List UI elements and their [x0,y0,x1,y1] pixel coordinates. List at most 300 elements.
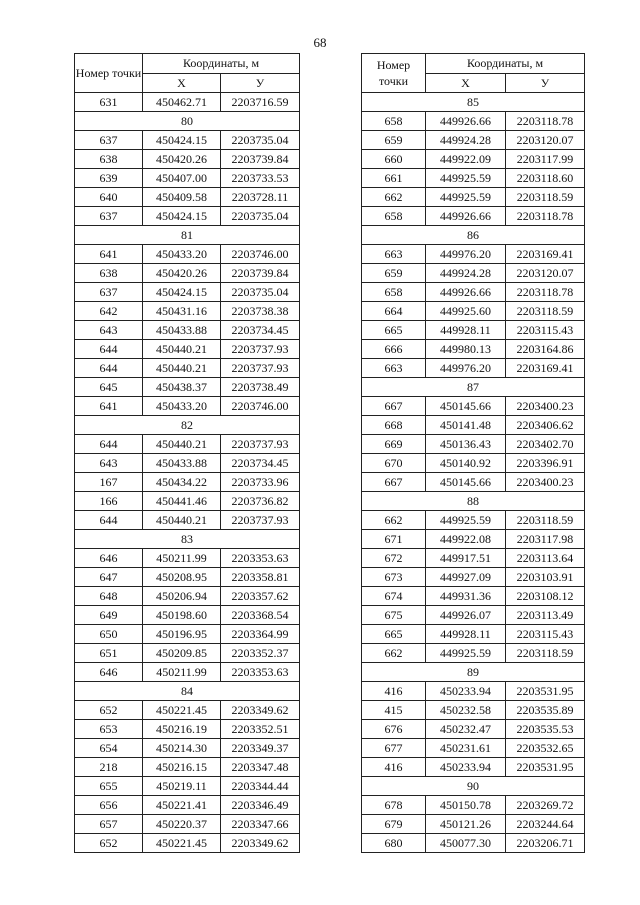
y-coordinate-cell: 2203531.95 [506,758,585,777]
y-coordinate-cell: 2203269.72 [506,796,585,815]
y-coordinate-cell: 2203164.86 [506,340,585,359]
x-coordinate-cell: 450214.30 [143,739,221,758]
table-row [75,815,300,834]
point-number-cell: 641 [75,397,143,416]
y-coordinate-cell: 2203118.59 [506,644,585,663]
table-row [75,492,300,511]
y-coordinate-cell: 2203349.62 [221,834,300,853]
point-number-cell: 668 [362,416,426,435]
x-coordinate-cell: 449924.28 [426,131,506,150]
x-coordinate-cell: 450233.94 [426,682,506,701]
table-body [75,93,300,853]
y-coordinate-cell: 2203737.93 [221,359,300,378]
point-number-cell: 661 [362,169,426,188]
point-number-cell: 660 [362,150,426,169]
x-header: Х [143,73,221,93]
x-coordinate-cell: 450433.88 [143,454,221,473]
y-coordinate-cell: 2203118.78 [506,207,585,226]
table-row [362,587,585,606]
section-label: 84 [75,682,300,701]
table-row [75,283,300,302]
section-label: 82 [75,416,300,435]
y-coordinate-cell: 2203118.59 [506,188,585,207]
x-coordinate-cell: 449926.66 [426,207,506,226]
y-coordinate-cell: 2203349.62 [221,701,300,720]
x-coordinate-cell: 449925.60 [426,302,506,321]
table-row [75,169,300,188]
table-row [75,701,300,720]
y-coordinate-cell: 2203169.41 [506,359,585,378]
y-coordinate-cell: 2203738.38 [221,302,300,321]
table-row [362,340,585,359]
y-header: У [221,73,300,93]
table-row [362,169,585,188]
y-coordinate-cell: 2203400.23 [506,473,585,492]
table-row [362,397,585,416]
table-row [362,435,585,454]
x-coordinate-cell: 450077.30 [426,834,506,853]
table-row [362,416,585,435]
y-coordinate-cell: 2203113.64 [506,549,585,568]
y-coordinate-cell: 2203735.04 [221,207,300,226]
point-number-cell: 672 [362,549,426,568]
x-coordinate-cell: 450462.71 [143,93,221,112]
y-coordinate-cell: 2203118.60 [506,169,585,188]
y-coordinate-cell: 2203737.93 [221,435,300,454]
table-row [362,473,585,492]
point-number-cell: 638 [75,264,143,283]
table-row [75,340,300,359]
table-row [75,777,300,796]
table-row [362,720,585,739]
coordinates-table-right [361,53,585,853]
table-row [362,188,585,207]
x-coordinate-cell: 450438.37 [143,378,221,397]
point-number-cell: 646 [75,549,143,568]
point-number-cell: 662 [362,188,426,207]
table-row [75,188,300,207]
x-coordinate-cell: 450211.99 [143,663,221,682]
table-row [75,644,300,663]
y-coordinate-cell: 2203733.53 [221,169,300,188]
point-number-cell: 658 [362,112,426,131]
x-coordinate-cell: 450420.26 [143,150,221,169]
point-number-cell: 643 [75,454,143,473]
table-row [75,454,300,473]
table-row [75,321,300,340]
y-coordinate-cell: 2203364.99 [221,625,300,644]
point-number-cell: 641 [75,245,143,264]
y-coordinate-cell: 2203115.43 [506,321,585,340]
y-coordinate-cell: 2203357.62 [221,587,300,606]
y-coordinate-cell: 2203120.07 [506,264,585,283]
table-row [75,264,300,283]
section-label: 89 [362,663,585,682]
x-coordinate-cell: 450121.26 [426,815,506,834]
table-row [362,568,585,587]
point-number-cell: 643 [75,321,143,340]
point-number-cell: 658 [362,207,426,226]
x-coordinate-cell: 450198.60 [143,606,221,625]
table-row [75,378,300,397]
table-row [362,796,585,815]
section-row [362,226,585,245]
y-coordinate-cell: 2203118.78 [506,283,585,302]
table-row [75,587,300,606]
point-number-cell: 637 [75,283,143,302]
y-coordinate-cell: 2203368.54 [221,606,300,625]
table-row [75,720,300,739]
section-row [75,416,300,435]
y-coordinate-cell: 2203532.65 [506,739,585,758]
x-coordinate-cell: 450209.85 [143,644,221,663]
x-coordinate-cell: 450208.95 [143,568,221,587]
y-coordinate-cell: 2203344.44 [221,777,300,796]
point-number-cell: 658 [362,283,426,302]
point-number-cell: 637 [75,207,143,226]
section-label: 86 [362,226,585,245]
table-row [362,701,585,720]
coordinates-header: Координаты, м [143,54,300,74]
point-number-cell: 653 [75,720,143,739]
y-coordinate-cell: 2203353.63 [221,663,300,682]
x-coordinate-cell: 449922.08 [426,530,506,549]
table-row [75,568,300,587]
y-coordinate-cell: 2203737.93 [221,511,300,530]
y-coordinate-cell: 2203746.00 [221,397,300,416]
point-number-cell: 670 [362,454,426,473]
section-row [75,682,300,701]
section-row [362,663,585,682]
point-number-cell: 667 [362,397,426,416]
x-coordinate-cell: 450431.16 [143,302,221,321]
x-coordinate-cell: 450231.61 [426,739,506,758]
y-coordinate-cell: 2203103.91 [506,568,585,587]
section-label: 87 [362,378,585,397]
point-number-header: Номер точки [75,54,143,93]
x-coordinate-cell: 450409.58 [143,188,221,207]
point-number-cell: 662 [362,511,426,530]
y-coordinate-cell: 2203120.07 [506,131,585,150]
y-coordinate-cell: 2203396.91 [506,454,585,473]
table-row [362,264,585,283]
y-coordinate-cell: 2203118.78 [506,112,585,131]
y-coordinate-cell: 2203535.89 [506,701,585,720]
x-coordinate-cell: 450211.99 [143,549,221,568]
point-number-cell: 644 [75,511,143,530]
point-number-cell: 679 [362,815,426,834]
x-coordinate-cell: 449925.59 [426,511,506,530]
table-row [362,739,585,758]
section-label: 85 [362,93,585,112]
x-coordinate-cell: 450196.95 [143,625,221,644]
x-coordinate-cell: 450420.26 [143,264,221,283]
y-coordinate-cell: 2203737.93 [221,340,300,359]
x-coordinate-cell: 450434.22 [143,473,221,492]
y-coordinate-cell: 2203738.49 [221,378,300,397]
y-coordinate-cell: 2203353.63 [221,549,300,568]
table-row [75,150,300,169]
point-number-cell: 675 [362,606,426,625]
table-row [75,663,300,682]
x-coordinate-cell: 449976.20 [426,359,506,378]
table-row [75,245,300,264]
point-number-cell: 680 [362,834,426,853]
table-row [362,682,585,701]
section-row [362,492,585,511]
x-coordinate-cell: 450233.94 [426,758,506,777]
y-coordinate-cell: 2203735.04 [221,283,300,302]
y-coordinate-cell: 2203352.51 [221,720,300,739]
x-coordinate-cell: 449926.66 [426,112,506,131]
section-row [362,378,585,397]
point-number-cell: 167 [75,473,143,492]
table-row [75,397,300,416]
table-row [75,606,300,625]
table-row [362,530,585,549]
x-coordinate-cell: 450216.19 [143,720,221,739]
x-coordinate-cell: 450424.15 [143,283,221,302]
x-coordinate-cell: 449917.51 [426,549,506,568]
y-coordinate-cell: 2203347.66 [221,815,300,834]
x-coordinate-cell: 450440.21 [143,340,221,359]
table-row [362,758,585,777]
y-coordinate-cell: 2203117.99 [506,150,585,169]
y-coordinate-cell: 2203535.53 [506,720,585,739]
point-number-cell: 631 [75,93,143,112]
x-coordinate-cell: 450232.58 [426,701,506,720]
table-row [362,606,585,625]
table-row [75,511,300,530]
x-coordinate-cell: 449924.28 [426,264,506,283]
x-coordinate-cell: 450433.20 [143,397,221,416]
point-number-cell: 640 [75,188,143,207]
point-number-cell: 166 [75,492,143,511]
y-coordinate-cell: 2203118.59 [506,511,585,530]
y-coordinate-cell: 2203739.84 [221,264,300,283]
x-coordinate-cell: 449925.59 [426,169,506,188]
x-coordinate-cell: 450221.45 [143,701,221,720]
point-number-cell: 647 [75,568,143,587]
x-coordinate-cell: 450206.94 [143,587,221,606]
point-number-cell: 218 [75,758,143,777]
point-number-cell: 666 [362,340,426,359]
point-number-cell: 415 [362,701,426,720]
x-coordinate-cell: 450141.48 [426,416,506,435]
table-row [362,815,585,834]
table-row [362,644,585,663]
y-coordinate-cell: 2203118.59 [506,302,585,321]
point-number-cell: 676 [362,720,426,739]
coordinates-header: Координаты, м [426,54,585,74]
point-number-cell: 673 [362,568,426,587]
y-coordinate-cell: 2203206.71 [506,834,585,853]
y-coordinate-cell: 2203739.84 [221,150,300,169]
section-row [75,530,300,549]
x-coordinate-cell: 450424.15 [143,207,221,226]
y-coordinate-cell: 2203746.00 [221,245,300,264]
point-number-cell: 648 [75,587,143,606]
x-coordinate-cell: 449925.59 [426,188,506,207]
point-number-cell: 655 [75,777,143,796]
point-number-cell: 678 [362,796,426,815]
point-number-cell: 645 [75,378,143,397]
table-row [362,283,585,302]
table-row [75,549,300,568]
x-coordinate-cell: 450440.21 [143,511,221,530]
y-coordinate-cell: 2203244.64 [506,815,585,834]
section-row [362,777,585,796]
point-number-cell: 671 [362,530,426,549]
table-row [362,454,585,473]
point-number-cell: 639 [75,169,143,188]
x-coordinate-cell: 450433.20 [143,245,221,264]
x-coordinate-cell: 450232.47 [426,720,506,739]
point-number-cell: 665 [362,321,426,340]
y-coordinate-cell: 2203734.45 [221,321,300,340]
table-row [75,739,300,758]
point-number-cell: 416 [362,682,426,701]
section-label: 90 [362,777,585,796]
x-coordinate-cell: 450136.43 [426,435,506,454]
y-coordinate-cell: 2203734.45 [221,454,300,473]
section-label: 80 [75,112,300,131]
point-number-cell: 644 [75,435,143,454]
x-coordinate-cell: 449928.11 [426,625,506,644]
section-label: 81 [75,226,300,245]
point-number-cell: 642 [75,302,143,321]
point-number-cell: 665 [362,625,426,644]
point-number-cell: 659 [362,131,426,150]
table-row [362,112,585,131]
x-coordinate-cell: 450221.41 [143,796,221,815]
table-row [75,435,300,454]
section-label: 83 [75,530,300,549]
table-row [75,473,300,492]
y-coordinate-cell: 2203358.81 [221,568,300,587]
point-number-cell: 649 [75,606,143,625]
table-row [75,131,300,150]
point-number-cell: 652 [75,834,143,853]
point-number-cell: 654 [75,739,143,758]
y-coordinate-cell: 2203352.37 [221,644,300,663]
point-number-cell: 652 [75,701,143,720]
table-row [362,131,585,150]
table-row [75,834,300,853]
table-row [75,207,300,226]
x-coordinate-cell: 449926.66 [426,283,506,302]
table-row [75,796,300,815]
y-coordinate-cell: 2203169.41 [506,245,585,264]
y-coordinate-cell: 2203716.59 [221,93,300,112]
y-coordinate-cell: 2203346.49 [221,796,300,815]
x-coordinate-cell: 450433.88 [143,321,221,340]
x-coordinate-cell: 449928.11 [426,321,506,340]
point-number-cell: 656 [75,796,143,815]
page-number: 68 [313,35,327,50]
section-row [75,112,300,131]
x-coordinate-cell: 450219.11 [143,777,221,796]
point-number-cell: 659 [362,264,426,283]
x-coordinate-cell: 450440.21 [143,359,221,378]
y-coordinate-cell: 2203113.49 [506,606,585,625]
y-coordinate-cell: 2203117.98 [506,530,585,549]
x-coordinate-cell: 450145.66 [426,473,506,492]
x-coordinate-cell: 449926.07 [426,606,506,625]
x-coordinate-cell: 449927.09 [426,568,506,587]
point-number-cell: 664 [362,302,426,321]
point-number-cell: 657 [75,815,143,834]
y-coordinate-cell: 2203736.82 [221,492,300,511]
table-row [362,302,585,321]
section-row [75,226,300,245]
y-coordinate-cell: 2203349.37 [221,739,300,758]
x-coordinate-cell: 450221.45 [143,834,221,853]
point-number-cell: 637 [75,131,143,150]
point-number-cell: 662 [362,644,426,663]
table-row [362,359,585,378]
y-coordinate-cell: 2203531.95 [506,682,585,701]
table-row [362,207,585,226]
table-row [75,302,300,321]
table-row [362,549,585,568]
table-row [362,150,585,169]
x-coordinate-cell: 449980.13 [426,340,506,359]
x-coordinate-cell: 449922.09 [426,150,506,169]
x-coordinate-cell: 450407.00 [143,169,221,188]
x-coordinate-cell: 450220.37 [143,815,221,834]
y-coordinate-cell: 2203402.70 [506,435,585,454]
point-number-cell: 638 [75,150,143,169]
point-number-header: Номер точки [362,54,426,93]
y-coordinate-cell: 2203400.23 [506,397,585,416]
table-row [362,245,585,264]
y-coordinate-cell: 2203728.11 [221,188,300,207]
point-number-cell: 646 [75,663,143,682]
table-row [362,834,585,853]
table-row [75,625,300,644]
table-body [362,93,585,853]
x-coordinate-cell: 450150.78 [426,796,506,815]
point-number-cell: 677 [362,739,426,758]
point-number-cell: 674 [362,587,426,606]
point-number-cell: 644 [75,359,143,378]
y-coordinate-cell: 2203347.48 [221,758,300,777]
x-coordinate-cell: 449931.36 [426,587,506,606]
y-coordinate-cell: 2203406.62 [506,416,585,435]
point-number-cell: 663 [362,359,426,378]
point-number-cell: 667 [362,473,426,492]
x-coordinate-cell: 450441.46 [143,492,221,511]
table-row [75,93,300,112]
section-row [362,93,585,112]
point-number-cell: 651 [75,644,143,663]
y-coordinate-cell: 2203108.12 [506,587,585,606]
x-coordinate-cell: 449925.59 [426,644,506,663]
point-number-cell: 669 [362,435,426,454]
x-coordinate-cell: 449976.20 [426,245,506,264]
coordinates-table-left [74,53,300,853]
table-row [362,511,585,530]
point-number-cell: 663 [362,245,426,264]
y-header: У [506,73,585,93]
y-coordinate-cell: 2203735.04 [221,131,300,150]
x-header: Х [426,73,506,93]
x-coordinate-cell: 450216.15 [143,758,221,777]
x-coordinate-cell: 450140.92 [426,454,506,473]
y-coordinate-cell: 2203115.43 [506,625,585,644]
point-number-cell: 650 [75,625,143,644]
